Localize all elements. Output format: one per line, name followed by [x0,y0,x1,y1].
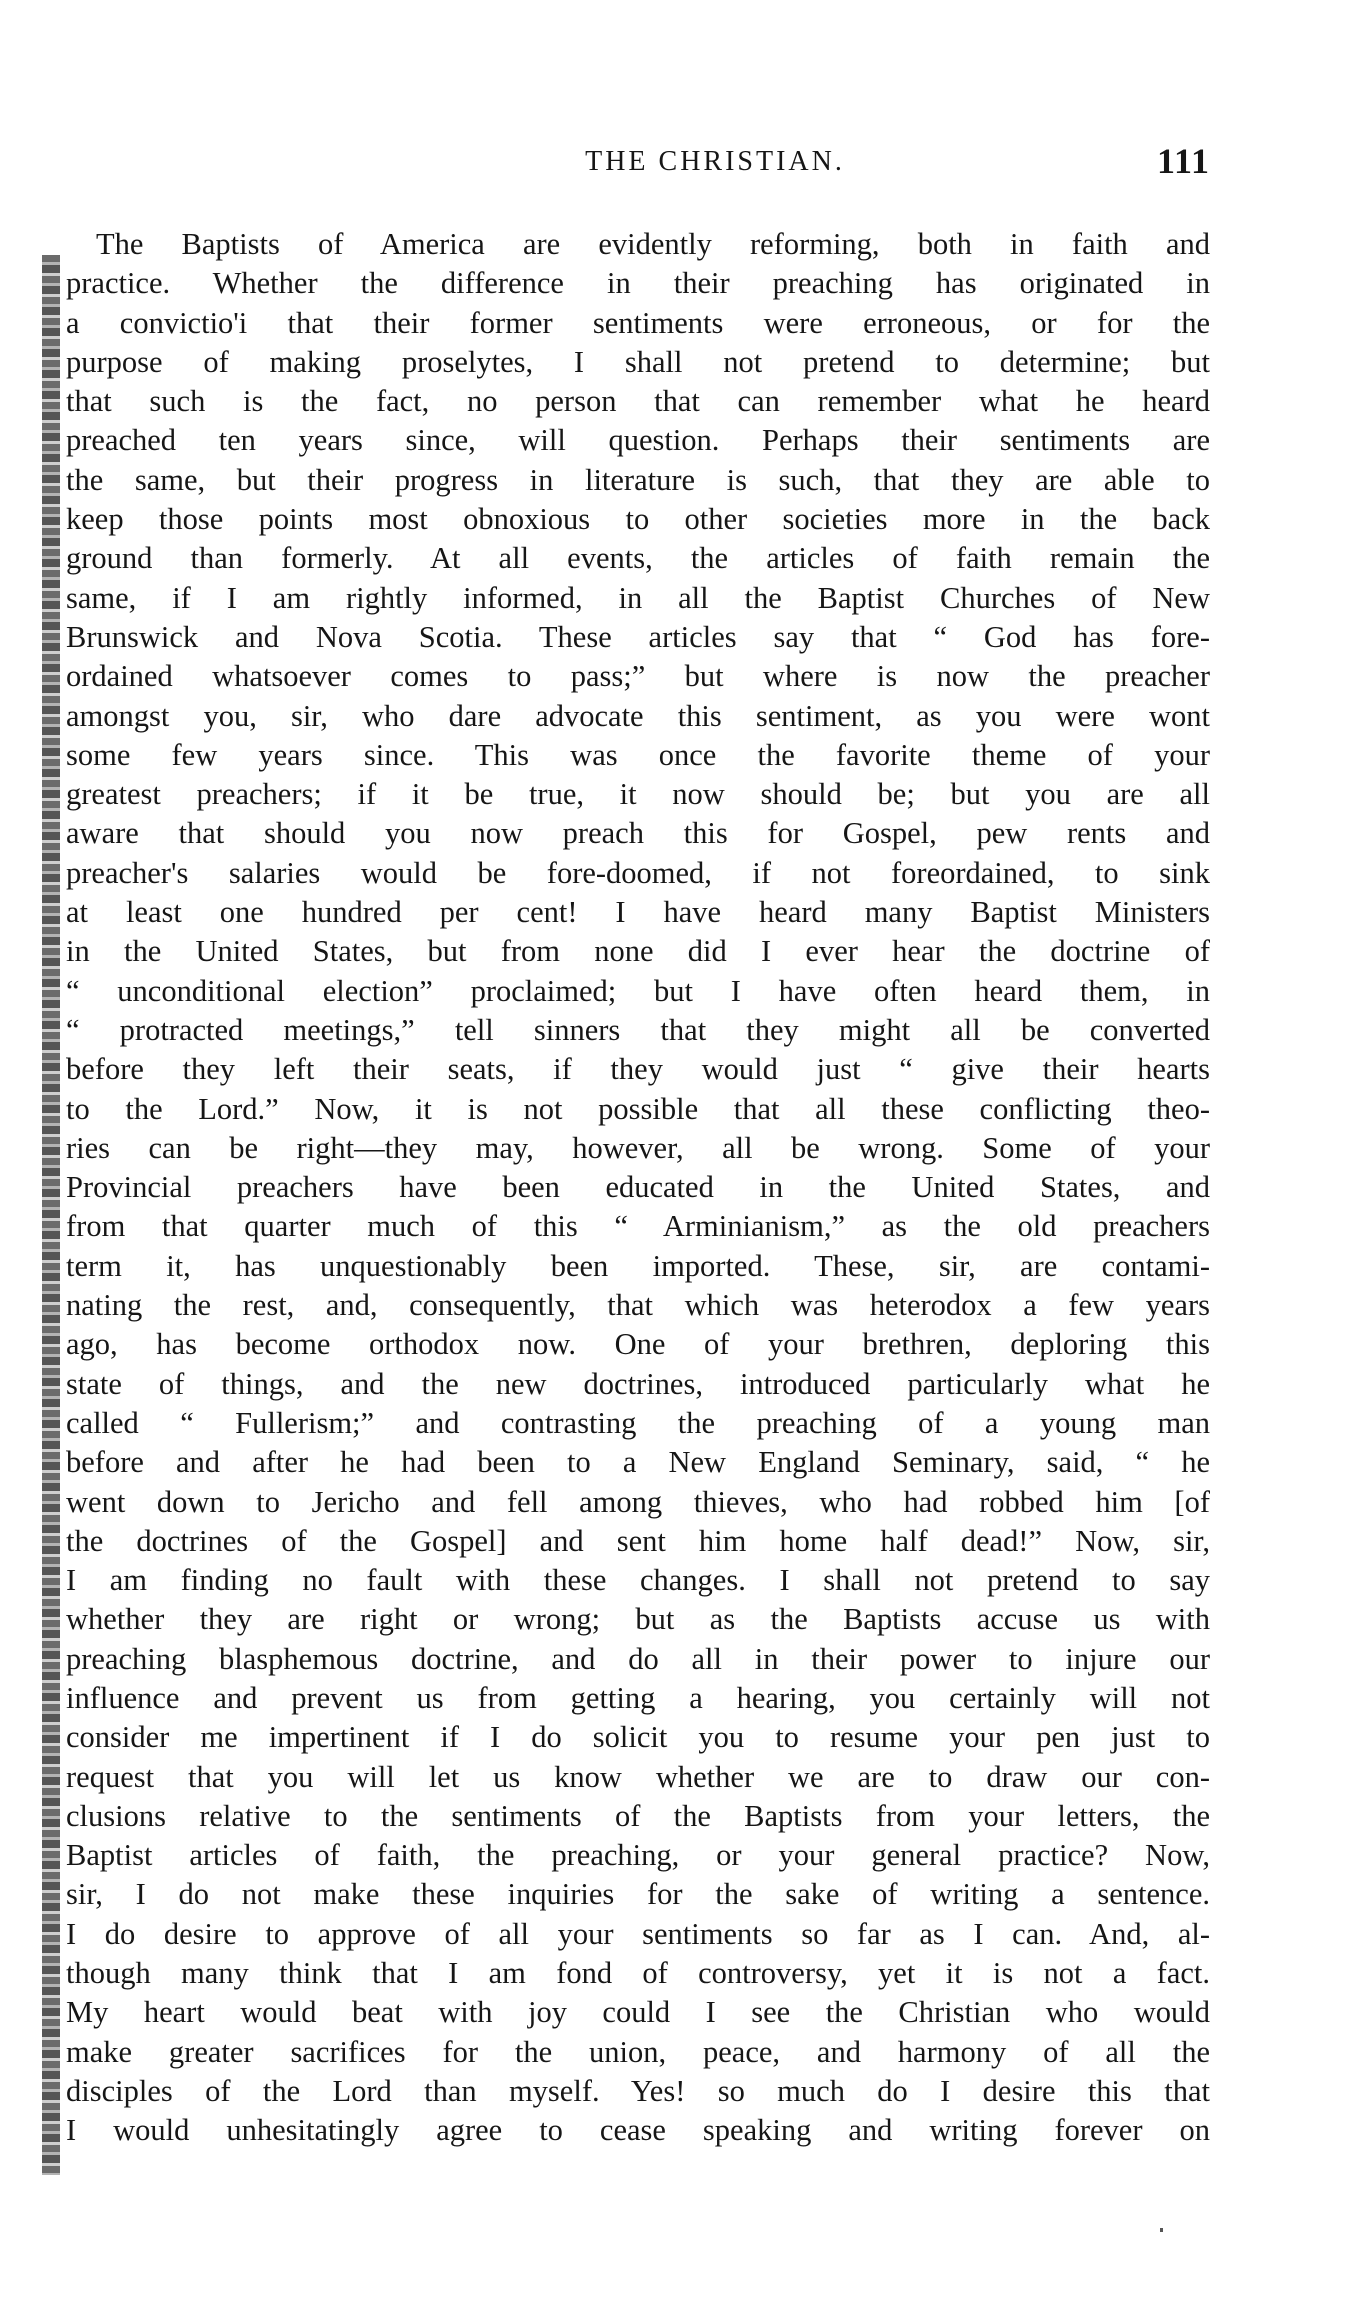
text-line: purpose of making proselytes, I shall not pretend to determine; but [66,344,1210,379]
text-line: though many think that I am fond of controversy, yet it is not a fact. [66,1956,1210,1991]
text-line: state of things, and the new doctrines, introduced particularly what he [66,1366,1210,1401]
text-line: sir, I do not make these inquiries for the sake of writing a sentence. [66,1877,1210,1912]
text-line: at least one hundred per cent! I have heard many Baptist Ministers [66,895,1210,930]
text-line: from that quarter much of this “ Arminianism,” as the old preachers [66,1209,1210,1244]
text-line: I am finding no fault with these changes. I shall not pretend to say [66,1563,1210,1598]
text-line: aware that should you now preach this for Gospel, pew rents and [66,816,1210,851]
running-title: THE CHRISTIAN. [585,146,845,177]
text-line: Baptist articles of faith, the preaching, or your general practice? Now, [66,1838,1210,1873]
text-line: “ protracted meetings,” tell sinners that they might all be converted [66,1012,1210,1047]
text-line: request that you will let us know whether we are to draw our con- [66,1759,1210,1794]
text-line: Provincial preachers have been educated in the United States, and [66,1170,1210,1205]
text-line: that such is the fact, no person that can remember what he heard [66,384,1210,419]
text-line: some few years since. This was once the favorite theme of your [66,737,1210,772]
print-speck [1160,2228,1163,2232]
text-line: ries can be right—they may, however, all be wrong. Some of your [66,1130,1210,1165]
text-line: before and after he had been to a New England Seminary, said, “ he [66,1445,1210,1480]
text-line: My heart would beat with joy could I see the Christian who would [66,1995,1210,2030]
text-line: ago, has become orthodox now. One of your brethren, deploring this [66,1327,1210,1362]
text-line: a convictio'i that their former sentiments were erroneous, or for the [66,305,1210,340]
text-line: same, if I am rightly informed, in all the Baptist Churches of New [66,580,1210,615]
text-line: preaching blasphemous doctrine, and do all in their power to injure our [66,1641,1210,1676]
text-line: preached ten years since, will question. Perhaps their sentiments are [66,423,1210,458]
text-line: influence and prevent us from getting a hearing, you certainly will not [66,1680,1210,1715]
page-header [100,140,1210,188]
body-text [66,225,1210,2151]
text-line: clusions relative to the sentiments of the Baptists from your letters, the [66,1798,1210,1833]
text-line: greatest preachers; if it be true, it now should be; but you are all [66,777,1210,812]
text-line: the doctrines of the Gospel] and sent him home half dead!” Now, sir, [66,1523,1210,1558]
text-line: amongst you, sir, who dare advocate this sentiment, as you were wont [66,698,1210,733]
text-line: called “ Fullerism;” and contrasting the preaching of a young man [66,1405,1210,1440]
text-line: before they left their seats, if they would just “ give their hearts [66,1052,1210,1087]
text-line: to the Lord.” Now, it is not possible that all these conflicting theo- [66,1091,1210,1126]
text-line: in the United States, but from none did I ever hear the doctrine of [66,934,1210,969]
text-line: ground than formerly. At all events, the articles of faith remain the [66,541,1210,576]
binding-shadow [42,255,60,2175]
text-line: keep those points most obnoxious to other societies more in the back [66,502,1210,537]
text-line: I would unhesitatingly agree to cease speaking and writing forever on [66,2113,1210,2148]
text-line: consider me impertinent if I do solicit you to resume your pen just to [66,1720,1210,1755]
text-line: nating the rest, and, consequently, that which was heterodox a few years [66,1288,1210,1323]
text-line: whether they are right or wrong; but as the Baptists accuse us with [66,1602,1210,1637]
text-line: Brunswick and Nova Scotia. These articles say that “ God has fore- [66,619,1210,654]
text-line: make greater sacrifices for the union, peace, and harmony of all the [66,2034,1210,2069]
text-line: practice. Whether the difference in their preaching has originated in [66,266,1210,301]
text-line: the same, but their progress in literature is such, that they are able to [66,462,1210,497]
text-line: ordained whatsoever comes to pass;” but where is now the preacher [66,659,1210,694]
text-line: The Baptists of America are evidently reforming, both in faith and [96,227,1210,261]
text-line: disciples of the Lord than myself. Yes! so much do I desire this that [66,2073,1210,2108]
text-line: “ unconditional election” proclaimed; but I have often heard them, in [66,973,1210,1008]
page-number: 111 [1156,141,1210,181]
text-line: I do desire to approve of all your sentiments so far as I can. And, al- [66,1916,1210,1951]
text-line: term it, has unquestionably been imported. These, sir, are contami- [66,1248,1210,1283]
text-line: preacher's salaries would be fore-doomed, if not foreordained, to sink [66,855,1210,890]
text-line: went down to Jericho and fell among thieves, who had robbed him [of [66,1484,1210,1519]
